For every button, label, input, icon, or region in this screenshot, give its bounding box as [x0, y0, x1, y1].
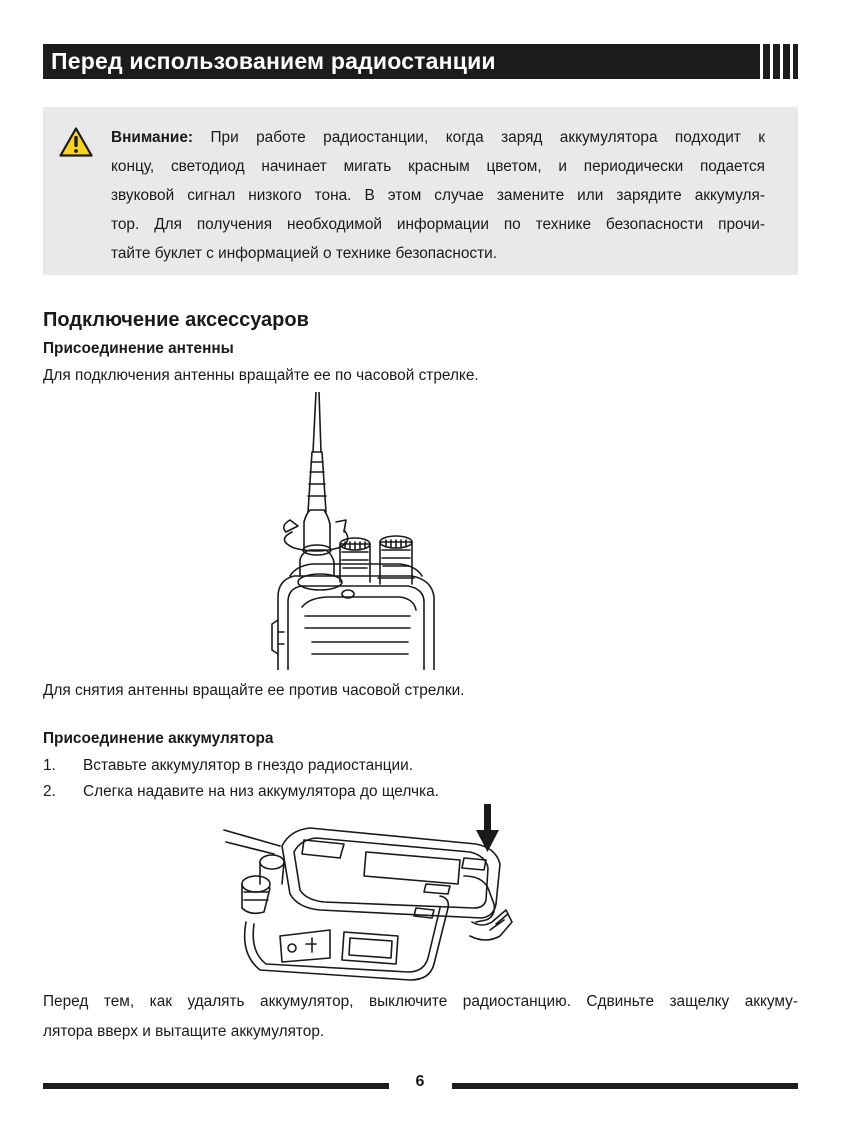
- battery-step-1-number: 1.: [43, 757, 56, 774]
- battery-step-2-text: Слегка надавите на низ аккумулятора до щелчка.: [83, 783, 439, 800]
- footer-rule-left: [43, 1083, 389, 1089]
- antenna-attach-text: Для подключения антенны вращайте ее по часовой стрелке.: [43, 367, 479, 384]
- warning-line-2: концу, светодиод начинает мигать красным цветом, и периодически подается: [111, 158, 765, 175]
- warning-triangle-icon: [59, 127, 93, 157]
- battery-remove-line-1: Перед тем, как удалять аккумулятор, выключите радиостанцию. Сдвиньте защелку аккуму-: [43, 993, 798, 1010]
- warning-line-4: тор. Для получения необходимой информации по технике безопасности прочи-: [111, 216, 765, 233]
- antenna-attach-illustration: [250, 392, 460, 670]
- warning-line-5: тайте буклет с информацией о технике безопасности.: [111, 245, 498, 262]
- sub-heading-battery: Присоединение аккумулятора: [43, 730, 274, 747]
- warning-box: [43, 107, 798, 275]
- page-number: 6: [415, 1073, 425, 1090]
- warning-line-1: При работе радиостанции, когда заряд аккумулятора подходит к: [193, 129, 765, 146]
- page-title: Перед использованием радиостанции: [51, 48, 496, 74]
- warning-text: [111, 123, 765, 268]
- header-stripes-decoration: [756, 44, 798, 79]
- section-heading-accessories: Подключение аксессуаров: [43, 309, 309, 331]
- battery-remove-paragraph: [43, 987, 798, 1047]
- sub-heading-antenna: Присоединение антенны: [43, 340, 234, 357]
- battery-attach-illustration: [220, 804, 520, 986]
- battery-step-1-text: Вставьте аккумулятор в гнездо радиостанции.: [83, 757, 414, 774]
- warning-label: Внимание:: [111, 129, 194, 146]
- page-header-bar: [43, 44, 798, 79]
- antenna-detach-text: Для снятия антенны вращайте ее против часовой стрелки.: [43, 682, 465, 699]
- footer-rule-right: [452, 1083, 798, 1089]
- battery-remove-line-2: лятора вверх и вытащите аккумулятор.: [43, 1023, 325, 1040]
- warning-line-3: звуковой сигнал низкого тона. В этом случае замените или зарядите аккумуля-: [111, 187, 765, 204]
- battery-step-2-number: 2.: [43, 783, 56, 800]
